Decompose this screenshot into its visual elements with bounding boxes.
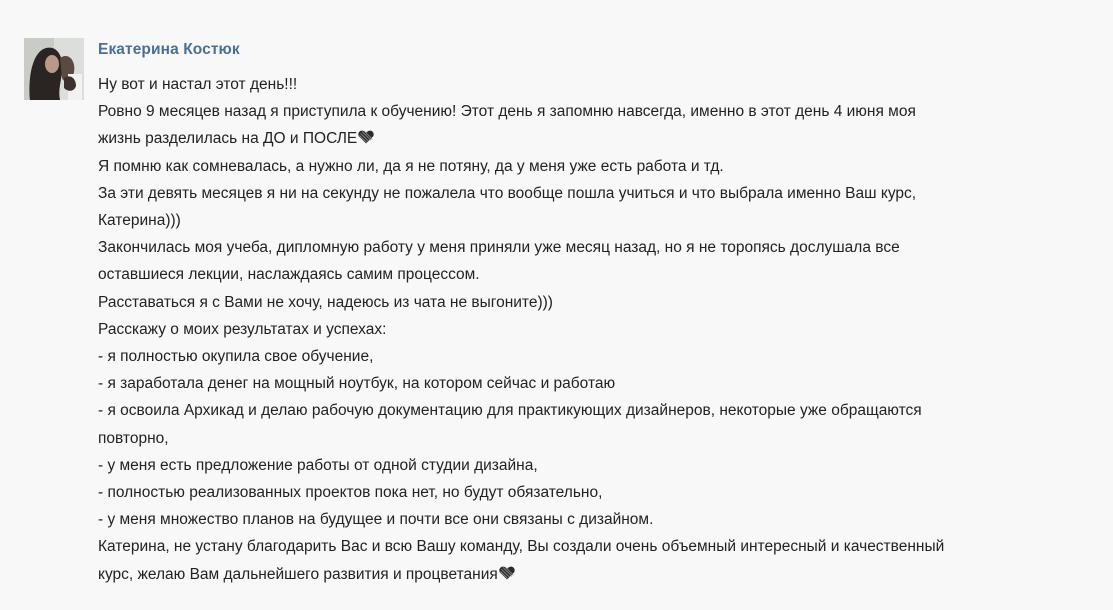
- text-line: - у меня есть предложение работы от одной студии дизайна,: [98, 456, 538, 474]
- text-line: - полностью реализованных проектов пока нет, но будут обязательно,: [98, 484, 603, 502]
- text-line: - я заработала денег на мощный ноутбук, на котором сейчас и работаю: [98, 375, 616, 393]
- text-line: Ну вот и настал этот день!!!: [98, 76, 298, 93]
- text-line: За эти девять месяцев я ни на секунду не пожалела что вообще пошла учиться и что выбрала именно Ваш курс,: [98, 184, 917, 202]
- text-line: - у меня множество планов на будущее и почти все они связаны с дизайном.: [98, 511, 654, 529]
- text-line: оставшиеся лекции, наслаждаясь самим процессом.: [98, 266, 480, 284]
- text-line-with-heart: [98, 125, 1088, 152]
- text-line: Катерина))): [98, 212, 181, 230]
- comment-text: [98, 71, 1088, 588]
- avatar[interactable]: [24, 38, 84, 100]
- black-heart-icon: [358, 130, 374, 144]
- comment-body: [98, 38, 1088, 588]
- text-line: - я освоила Архикад и делаю рабочую документацию для практикующих дизайнеров, некоторые уже обращаются: [98, 402, 922, 420]
- text-line: Ровно 9 месяцев назад я приступила к обучению! Этот день я запомню навсегда, именно в этот день 4 июня моя: [98, 103, 916, 121]
- text-line: Расскажу о моих результатах и успехах:: [98, 320, 387, 338]
- text-line: Катерина, не устану благодарить Вас и всю Вашу команду, Вы создали очень объемный интересный и качественный: [98, 538, 945, 556]
- text-line-with-heart: [98, 561, 1088, 588]
- black-heart-icon: [499, 566, 515, 580]
- text-line: Расставаться я с Вами не хочу, надеюсь из чата не выгоните))): [98, 293, 553, 311]
- author-name[interactable]: Екатерина Костюк: [98, 41, 240, 58]
- text-line: курс, желаю Вам дальнейшего развития и процветания: [98, 565, 498, 583]
- text-line: жизнь разделилась на ДО и ПОСЛЕ: [98, 130, 358, 148]
- text-line: Я помню как сомневалась, а нужно ли, да я не потяну, да у меня уже есть работа и тд.: [98, 157, 724, 175]
- text-line: Закончилась моя учеба, дипломную работу у меня приняли уже месяц назад, но я не торопясь дослушала все: [98, 239, 900, 257]
- avatar-photo: [24, 38, 84, 100]
- text-line: - я полностью окупила свое обучение,: [98, 348, 374, 366]
- text-line: повторно,: [98, 429, 169, 447]
